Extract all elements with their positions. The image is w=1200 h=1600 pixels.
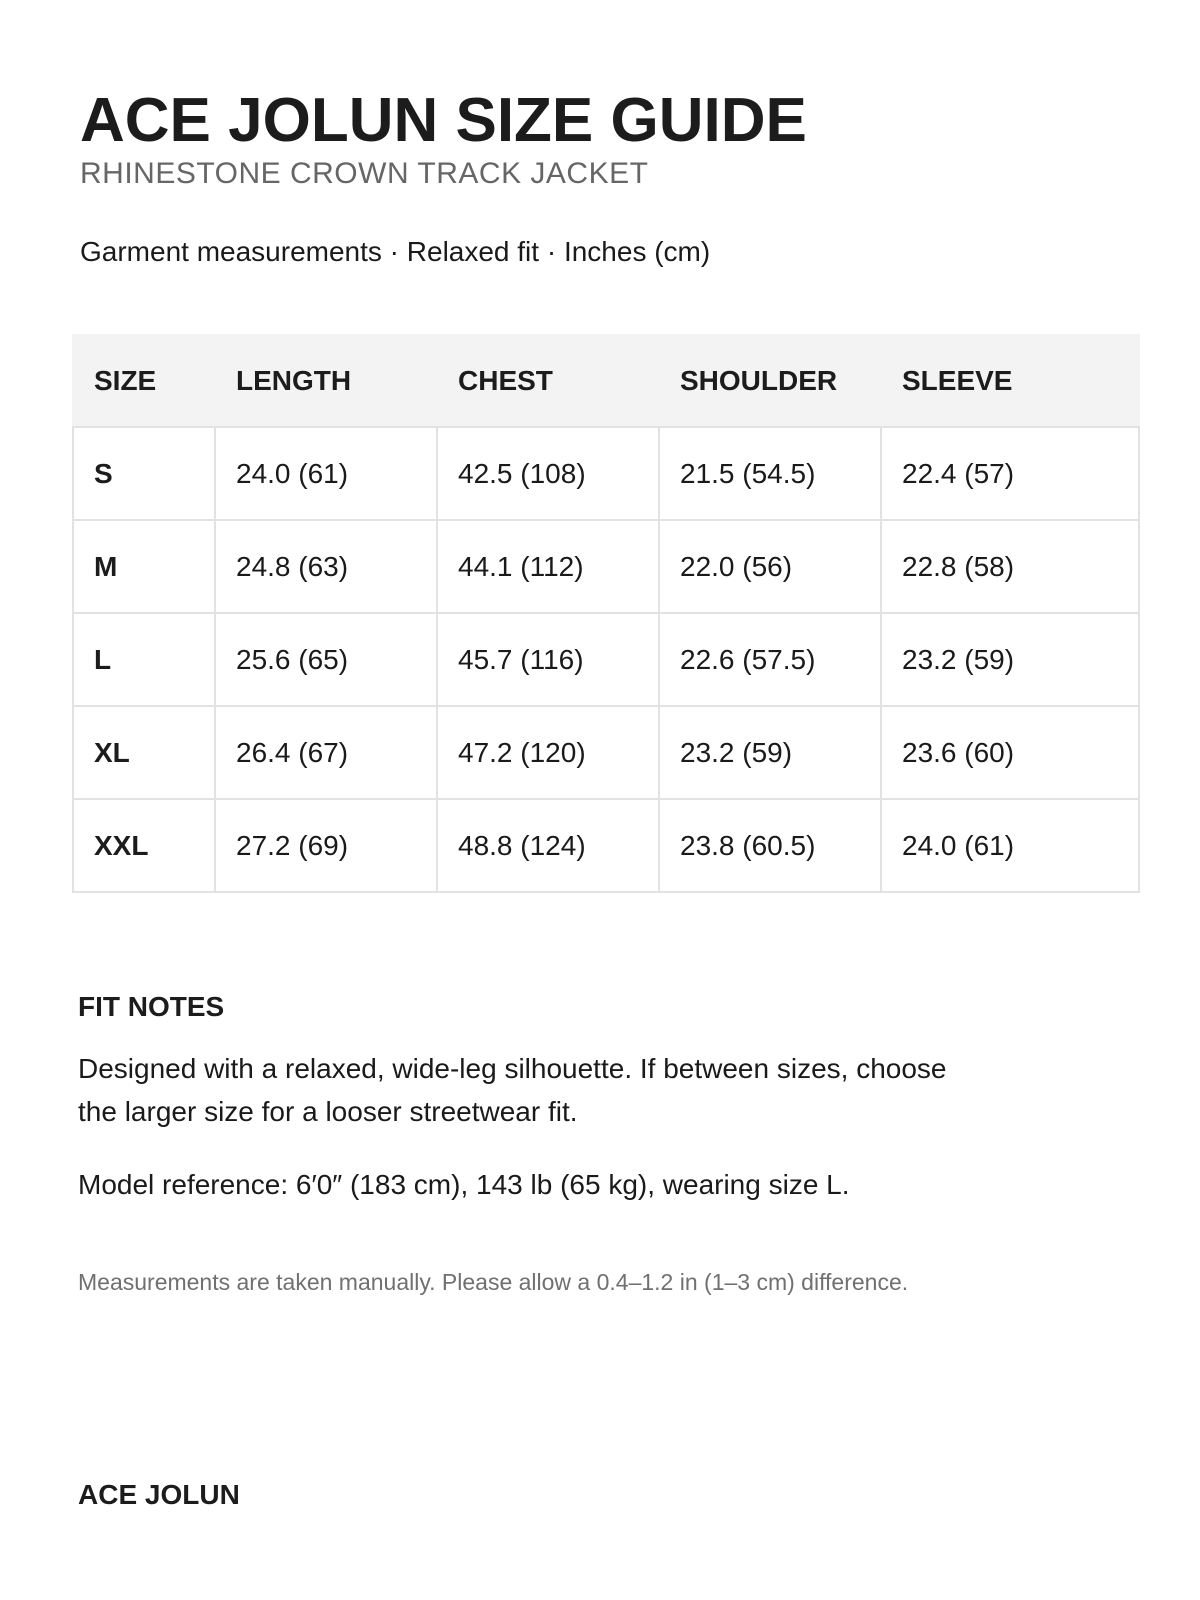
sleeve-cell: 23.6 (60): [881, 706, 1139, 799]
model-reference: Model reference: 6′0″ (183 cm), 143 lb (65 kg), wearing size L.: [78, 1169, 850, 1200]
chest-cell: 42.5 (108): [437, 427, 659, 520]
length-cell: 24.0 (61): [215, 427, 437, 520]
shoulder-cell: 22.0 (56): [659, 520, 881, 613]
column-header-shoulder: SHOULDER: [659, 335, 881, 427]
chest-cell: 47.2 (120): [437, 706, 659, 799]
size-chart-table: [72, 334, 1140, 893]
fit-notes-heading: FIT NOTES: [78, 991, 225, 1022]
length-cell: 25.6 (65): [215, 613, 437, 706]
length-cell: 26.4 (67): [215, 706, 437, 799]
sleeve-cell: 23.2 (59): [881, 613, 1139, 706]
size-cell: L: [73, 613, 215, 706]
length-cell: 27.2 (69): [215, 799, 437, 892]
sleeve-cell: 24.0 (61): [881, 799, 1139, 892]
measurement-info: Garment measurements · Relaxed fit · Inches (cm): [80, 236, 711, 267]
sleeve-cell: 22.8 (58): [881, 520, 1139, 613]
column-header-sleeve: SLEEVE: [881, 335, 1139, 427]
table-row: [73, 427, 1139, 520]
fit-notes-paragraph: Designed with a relaxed, wide-leg silhouette. If between sizes, choose the larger size for a looser streetwear fit.: [78, 1053, 947, 1127]
measurement-disclaimer: Measurements are taken manually. Please allow a 0.4–1.2 in (1–3 cm) difference.: [78, 1269, 909, 1295]
column-header-size: SIZE: [73, 335, 215, 427]
table-row: [73, 799, 1139, 892]
chest-cell: 48.8 (124): [437, 799, 659, 892]
product-subtitle: RHINESTONE CROWN TRACK JACKET: [80, 157, 649, 190]
column-header-chest: CHEST: [437, 335, 659, 427]
table-header-row: [73, 335, 1139, 427]
sleeve-cell: 22.4 (57): [881, 427, 1139, 520]
column-header-length: LENGTH: [215, 335, 437, 427]
chest-cell: 45.7 (116): [437, 613, 659, 706]
table-row: [73, 706, 1139, 799]
table-row: [73, 520, 1139, 613]
size-cell: XXL: [73, 799, 215, 892]
length-cell: 24.8 (63): [215, 520, 437, 613]
footer-brand-logo: ACE JOLUN: [78, 1479, 240, 1510]
size-cell: S: [73, 427, 215, 520]
chest-cell: 44.1 (112): [437, 520, 659, 613]
size-cell: XL: [73, 706, 215, 799]
shoulder-cell: 21.5 (54.5): [659, 427, 881, 520]
shoulder-cell: 23.2 (59): [659, 706, 881, 799]
shoulder-cell: 22.6 (57.5): [659, 613, 881, 706]
page-title: ACE JOLUN SIZE GUIDE: [80, 86, 807, 155]
size-cell: M: [73, 520, 215, 613]
table-row: [73, 613, 1139, 706]
shoulder-cell: 23.8 (60.5): [659, 799, 881, 892]
